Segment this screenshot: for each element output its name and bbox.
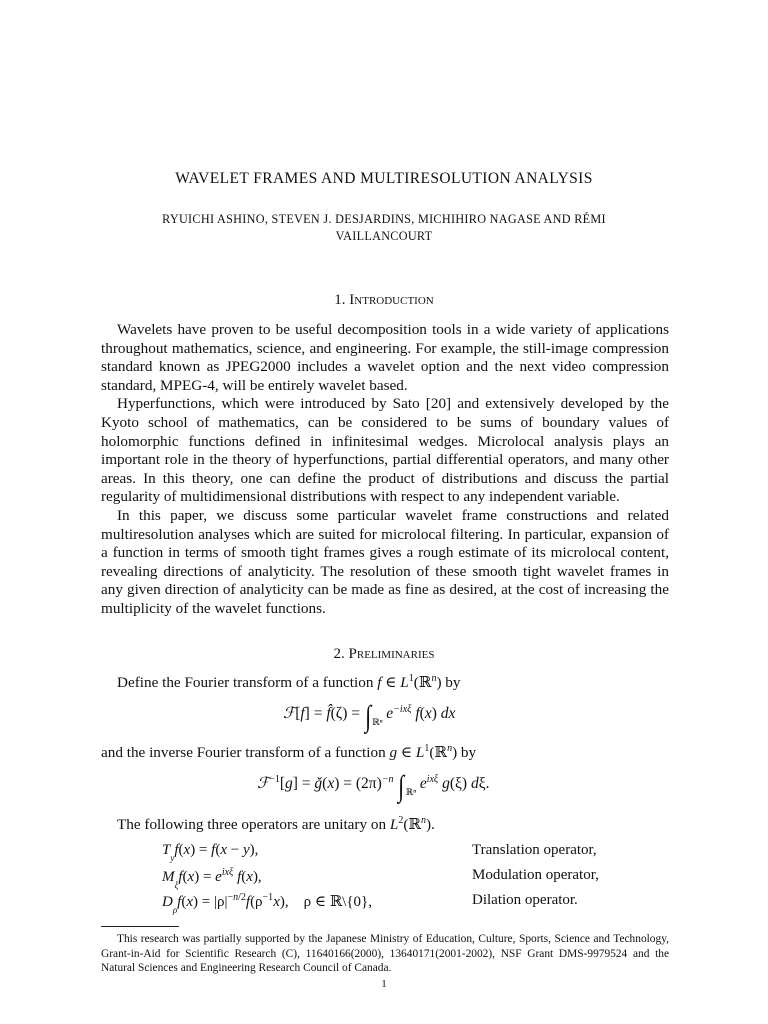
section-heading-preliminaries	[0, 646, 768, 663]
funding-footnote	[101, 932, 669, 976]
dilation-operator-formula: $D_\rho f(x) = |\rho|^{-n/2}f(\rho^{-1}x)$, ρ ∈ ℝ\{0},	[162, 892, 372, 915]
section-number: 1.	[334, 292, 346, 308]
fourier-definition-sentence: Define the Fourier transform of a function f ∈ $L^1(ℝ^n)$ by	[117, 673, 461, 691]
inverse-fourier-sentence: and the inverse Fourier transform of a function g ∈ $L^1(ℝ^n)$ by	[101, 743, 477, 761]
section-heading-introduction	[0, 292, 768, 309]
inverse-fourier-equation: ℱ$^{-1}$[g] = ǧ(x) = $(2\pi)^{-n}$ $\int_{ℝ^n}$ $e^{ix\xi}$ g(ξ) dξ.	[257, 770, 490, 803]
unitary-operators-sentence: The following three operators are unitary on $L^2(ℝ^n)$.	[117, 815, 435, 833]
footnote-divider	[101, 926, 179, 927]
intro-paragraph: Wavelets have proven to be useful decomposition tools in a wide variety of applications throughout mathematics, science, and engineering. For example, the still-image compression standard known as JPEG2000 includes a wavelet option and the next video compression standard, MPEG-4, will be entirely wavelet based.	[101, 321, 669, 394]
paper-title: WAVELET FRAMES AND MULTIRESOLUTION ANALYSIS	[175, 170, 593, 187]
fourier-transform-equation: ℱ[f] = f̂(ζ) = $\int_{ℝ^n}$ $e^{-ix\xi}$ f(x) dx	[283, 700, 456, 733]
page-number: 1	[381, 978, 387, 990]
translation-operator-label: Translation operator,	[472, 842, 597, 858]
dilation-operator-label: Dilation operator.	[472, 892, 578, 908]
modulation-operator-label: Modulation operator,	[472, 867, 599, 883]
section-title: Introduction	[349, 292, 434, 308]
introduction-body	[101, 321, 669, 619]
intro-paragraph: Hyperfunctions, which were introduced by Sato [20] and extensively developed by the Kyoto school of mathematics, can be considered to be sums of boundary values of holomorphic functions defined in infinitesimal wedges. Microlocal analysis plays an important role in the theory of hyperfunctions, partial differential operators, and many other areas. In this theory, one can define the product of distributions and discuss the partial regularity of multidimensional distributions with respect to any independent variable.	[101, 395, 669, 506]
translation-operator-formula: $T_yf(x) = f(x - y)$,	[162, 842, 259, 863]
section-number: 2.	[333, 646, 345, 662]
author-list	[110, 211, 658, 245]
section-title: Preliminaries	[348, 646, 435, 662]
intro-paragraph: In this paper, we discuss some particular wavelet frame constructions and related multiresolution analyses which are suited for microlocal filtering. In particular, expansion of a function in terms of smooth tight frames gives a rough estimate of its microlocal content, revealing directions of analyticity. The resolution of these smooth tight wavelet frames in any given direction of analyticity can be made as fine as desired, at the cost of increasing the multiplicity of the wavelet functions.	[101, 506, 669, 617]
footnote-text: This research was partially supported by the Japanese Ministry of Education, Culture, Sports, Science and Technology, Grant-in-Aid for Scientific Research (C), 11640166(2000), 13640171(2001-2002), NSF Grant DMS-9979524 and the Natural Sciences and Engineering Research Council of Canada.	[101, 933, 669, 974]
modulation-operator-formula: $M_\xi f(x) = e^{ix\xi}$ f(x),	[162, 867, 262, 890]
author-line-2: VAILLANCOURT	[335, 229, 433, 243]
author-line-1: RYUICHI ASHINO, STEVEN J. DESJARDINS, MICHIHIRO NAGASE AND RÉMI	[162, 212, 606, 226]
